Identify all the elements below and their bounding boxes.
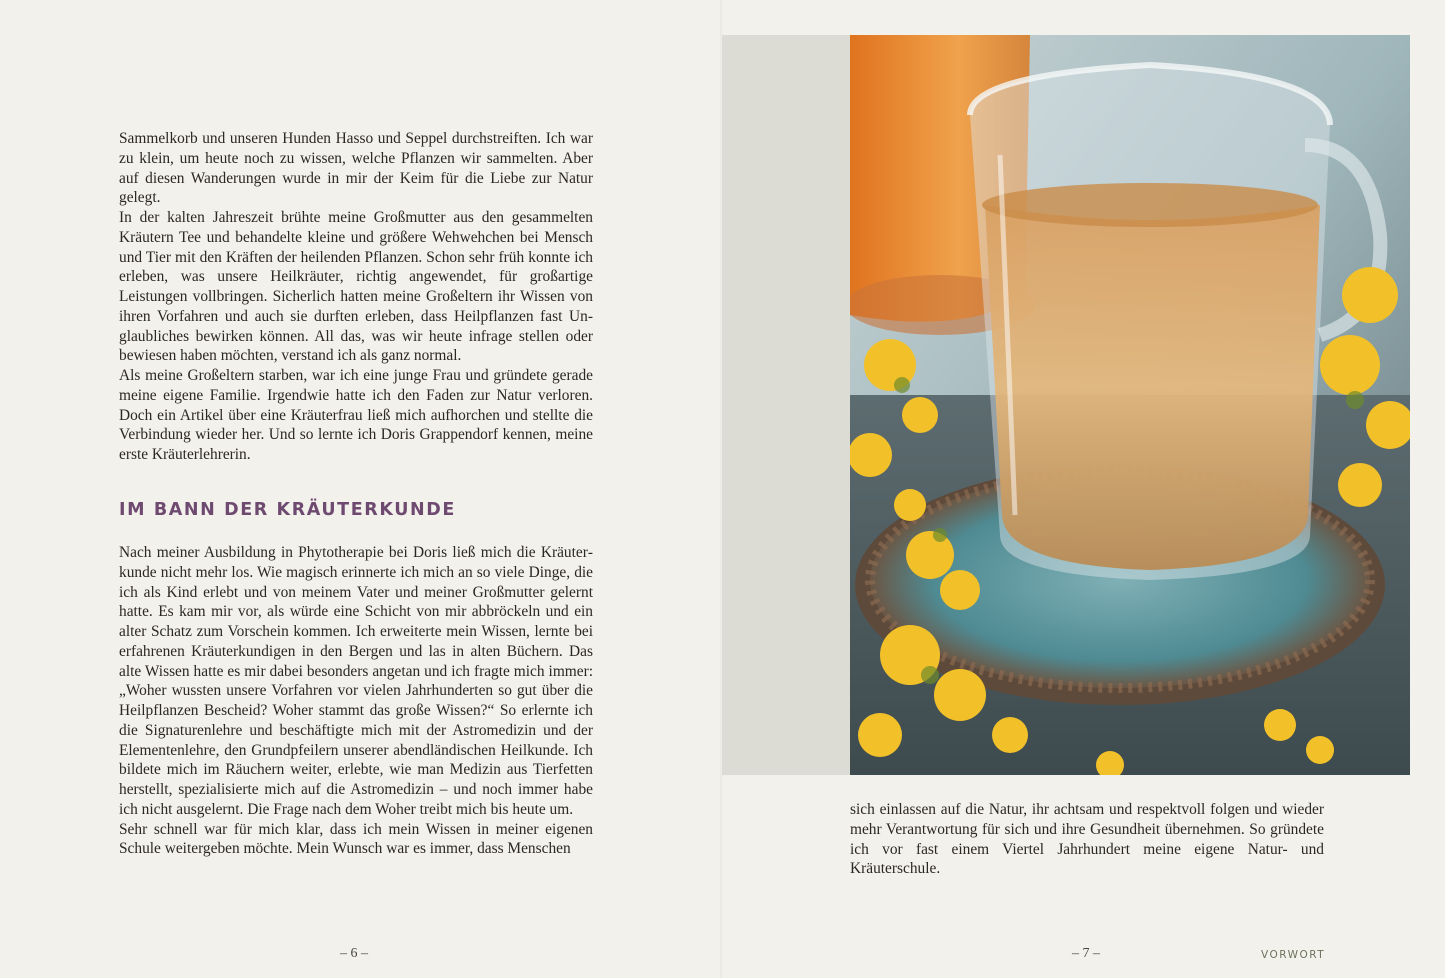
page-number-right: – 7 – (1072, 946, 1100, 961)
paragraph: Sammelkorb und unseren Hunden Hasso und Seppel durchstreiften. Ich war zu klein, um heute noch zu wissen, welche Pflanzen wir sammelten. Aber auf diesen Wanderungen wurde in mir der Keim für die Liebe zur Natur gelegt. (119, 130, 593, 207)
tea-glass-photo (850, 35, 1410, 775)
photo-side-band (722, 35, 850, 775)
paragraph: Als meine Großeltern starben, war ich eine junge Frau und gründete gerade meine eigene Familie. Irgendwie hatte ich den Faden zur Natur verloren. Doch ein Artikel über eine Kräuterfrau ließ mich aufhorchen und stellte die Verbindung wieder her. Und so lernte ich Doris Grappendorf kennen, meine erste Kräuterlehrerin. (119, 367, 593, 463)
right-text-column (850, 800, 1324, 879)
right-page (722, 0, 1445, 978)
photo-block (722, 35, 1410, 775)
left-page (0, 0, 722, 978)
paragraph: In der kalten Jahreszeit brühte meine Großmutter aus den gesammelten Kräutern Tee und behandelte kleine und größere Wehwehchen bei Mensch und Tier mit den Kräften der heilenden Pflanzen. Schon sehr früh konnte ich erleben, was unsere Heilkräuter, richtig angewendet, für großartige Leistungen vollbringen. Sicherlich hatten meine Großeltern ihr Wissen von ihren Vorfahren und auch sie durften erleben, dass Heilpflanzen fast Unglaubliches bewirken können. All das, was wir heute infrage stellen oder bewiesen haben möchten, verstand ich als ganz normal. (119, 209, 593, 365)
paragraph: Sehr schnell war für mich klar, dass ich mein Wissen in meiner eigenen Schule weitergeben möchte. Mein Wunsch war es immer, dass Menschen (119, 820, 593, 858)
paragraph: sich einlassen auf die Natur, ihr achtsam und respektvoll folgen und wieder mehr Verantwortung für sich und ihre Gesundheit übernehmen. So gründete ich vor fast einem Viertel Jahrhundert meine eigene Natur- und Kräuterschule. (850, 801, 1324, 878)
paragraph: Nach meiner Ausbildung in Phytotherapie bei Doris ließ mich die Kräuterkunde nicht mehr los. Wie magisch erinnerte ich mich an so viele Dinge, die ich als Kind erlebt und von meinem Vater und meiner Großmutter gelernt hatte. Es kam mir vor, als würde eine Schicht von mir abbröckeln und ein alter Schatz zum Vorschein kommen. Ich erweiterte mein Wissen, lernte bei erfahrenen Kräuterkundigen in den Bergen und las in alten Büchern. Das alte Wissen hatte es mir dabei besonders angetan und ich fragte mich immer: „Woher wussten unsere Vorfahren vor vielen Jahrhunderten so gut über die Heilpflanzen Bescheid? Woher stammt das große Wissen?“ So erlernte ich die Signaturenlehre und beschäftigte mich mit der Astromedizin und der Elementenlehre, den Grundpfeilern unserer abendländischen Heilkunde. Ich bildete mich im Räuchern weiter, erlebte, wie man Medizin aus Tierfetten herstellt, spezialisierte mich auf die Astromedizin – und noch immer habe ich nicht ausgelernt. Die Frage nach dem Woher treibt mich bis heute um. (119, 544, 593, 818)
page-number-left: – 6 – (340, 946, 368, 961)
left-text-column-top (119, 129, 593, 465)
running-head: VORWORT (1261, 949, 1326, 961)
section-heading: IM BANN DER KRÄUTERKUNDE (119, 500, 456, 520)
left-text-column-bottom (119, 543, 593, 859)
